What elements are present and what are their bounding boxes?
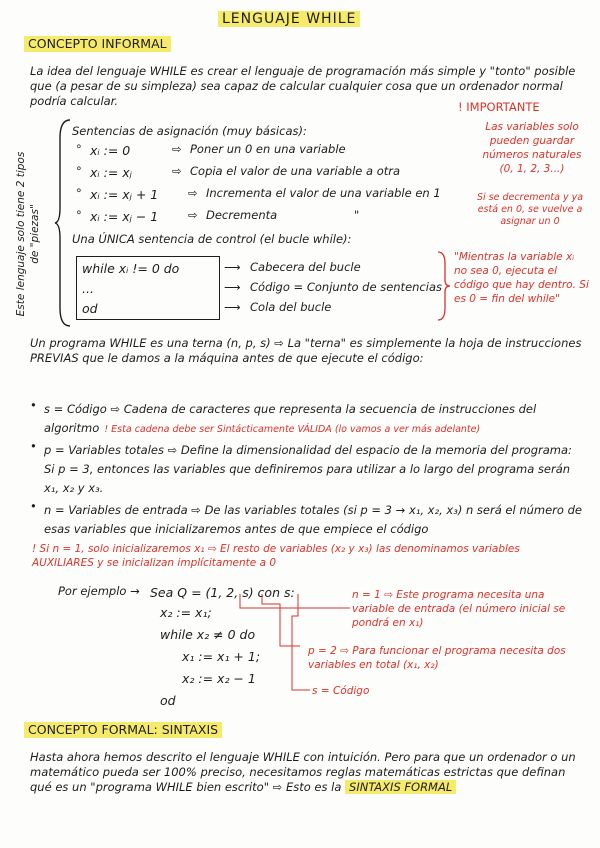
left-brace-icon [54,118,74,328]
important-note-2: Si se decrementa y ya está en 0, se vuelve a asignar un 0 [476,192,584,227]
loop-line: while xᵢ != 0 do ⟶ Cabecera del bucle [82,260,361,276]
bullet-warning: ! Esta cadena debe ser Sintácticamente VÁLIDA (lo vamos a ver más adelante) [104,424,481,435]
loop-line: od ⟶ Cola del bucle [82,300,332,316]
example-header: Sea Q = (1, 2, s) con s: [150,585,295,600]
section-heading-formal: CONCEPTO FORMAL: SINTAXIS [24,722,222,738]
assignment-code: xᵢ := xⱼ − 1 [90,209,159,224]
loop-note: "Mientras la variable xᵢ no sea 0, ejecuta el código que hay dentro. Si es 0 = fin del while" [454,251,589,305]
bullet-item: • p = Variables totales ⇨ Define la dimensionalidad del espacio de la memoria del programa: Si p = 3, entonces las variables que definiremos para utilizar a lo largo del programa serán x₁, x₂ y x₃. [30,439,572,495]
formal-paragraph: Hasta ahora hemos descrito el lenguaje WHILE con intuición. Pero para que un ordenador o un matemático pueda ser 100% preciso, necesitamos reglas matemáticas estrictas que definan qué es un "programa WHILE bien escrito" ⇨ Esto es la SINTAXIS FORMAL [30,750,576,794]
example-label: Por ejemplo → [58,584,140,598]
example-code-line: x₁ := x₁ + 1; [182,649,261,664]
example-code-line: x₂ := x₁; [160,605,212,620]
formal-syntax-highlight: SINTAXIS FORMAL [345,780,456,794]
annotation-lines [200,586,360,696]
page-title: LENGUAJE WHILE [218,11,360,27]
control-heading: Una ÚNICA sentencia de control (el bucle while): [72,232,352,246]
section-heading-informal: CONCEPTO INFORMAL [24,36,171,52]
assignment-row: ° xᵢ := xⱼ + 1 ⇨ Incrementa el valor de una variable en 1 [76,186,441,202]
note-p: p = 2 ⇨ Para funcionar el programa necesita dos variables en total (x₁, x₂) [308,645,566,671]
red-brace-icon [436,250,452,322]
assignment-row: ° xᵢ := 0 ⇨ Poner un 0 en una variable [76,142,346,158]
important-title: ! IMPORTANTE [458,100,540,114]
example-code-line: x₂ := x₂ − 1 [182,671,256,686]
program-bullets [30,398,586,537]
assignment-desc: Copia el valor de una variable a otra [190,164,401,178]
assignment-list [76,142,466,230]
loop-line: ... ⟶ Código = Conjunto de sentencias [82,280,442,296]
side-label: Este lenguaje solo tiene 2 tipos de "piezas" [15,151,41,317]
auxiliary-warning: ! Si n = 1, solo inicializaremos x₁ ⇨ El resto de variables (x₂ y x₃) las denominamos variables AUXILIARES y se inicializan implícitamente a 0 [32,543,520,569]
important-note-1: Las variables solo pueden guardar números naturales (0, 1, 2, 3...) [482,121,582,175]
example-code-line: od [160,693,176,708]
assignment-desc: Decrementa [206,208,278,222]
bullet-item: • s = Código ⇨ Cadena de caracteres que representa la secuencia de instrucciones del algoritmo ! Esta cadena debe ser Sintácticamente VÁLIDA (lo vamos a ver más adelante) [30,398,537,435]
assignment-code: xᵢ := xⱼ [90,165,132,180]
assignment-code: xᵢ := xⱼ + 1 [90,187,159,202]
intro-paragraph: La idea del lenguaje WHILE es crear el lenguaje de programación más simple y "tonto" posible que (a pesar de su simpleza) sea capaz de calcular cualquier cosa que un ordenador normal podría calcular. [30,64,576,108]
loop-lines [82,260,472,320]
ditto-mark: " [354,208,360,222]
bullet-item: • n = Variables de entrada ⇨ De las variables totales (si p = 3 → x₁, x₂, x₃) n será el número de esas variables que inicializaremos antes de que empiece el código [30,499,582,536]
assignment-desc: Poner un 0 en una variable [190,142,346,156]
assignment-desc: Incrementa el valor de una variable en 1 [206,186,441,200]
assignment-code: xᵢ := 0 [90,143,131,158]
assignments-heading: Sentencias de asignación (muy básicas): [72,124,307,138]
assignment-row: ° xᵢ := xⱼ ⇨ Copia el valor de una variable a otra [76,164,401,180]
example-code-line: while x₂ ≠ 0 do [160,627,256,642]
assignment-row: ° xᵢ := xⱼ − 1 ⇨ Decrementa " [76,208,360,224]
note-n: n = 1 ⇨ Este programa necesita una variable de entrada (el número inicial se pondrá en x₁) [352,589,566,629]
note-s: s = Código [312,685,370,697]
program-paragraph: Un programa WHILE es una terna (n, p, s) ⇨ La "terna" es simplemente la hoja de instrucciones PREVIAS que le damos a la máquina antes de que ejecute el código: [30,336,582,365]
